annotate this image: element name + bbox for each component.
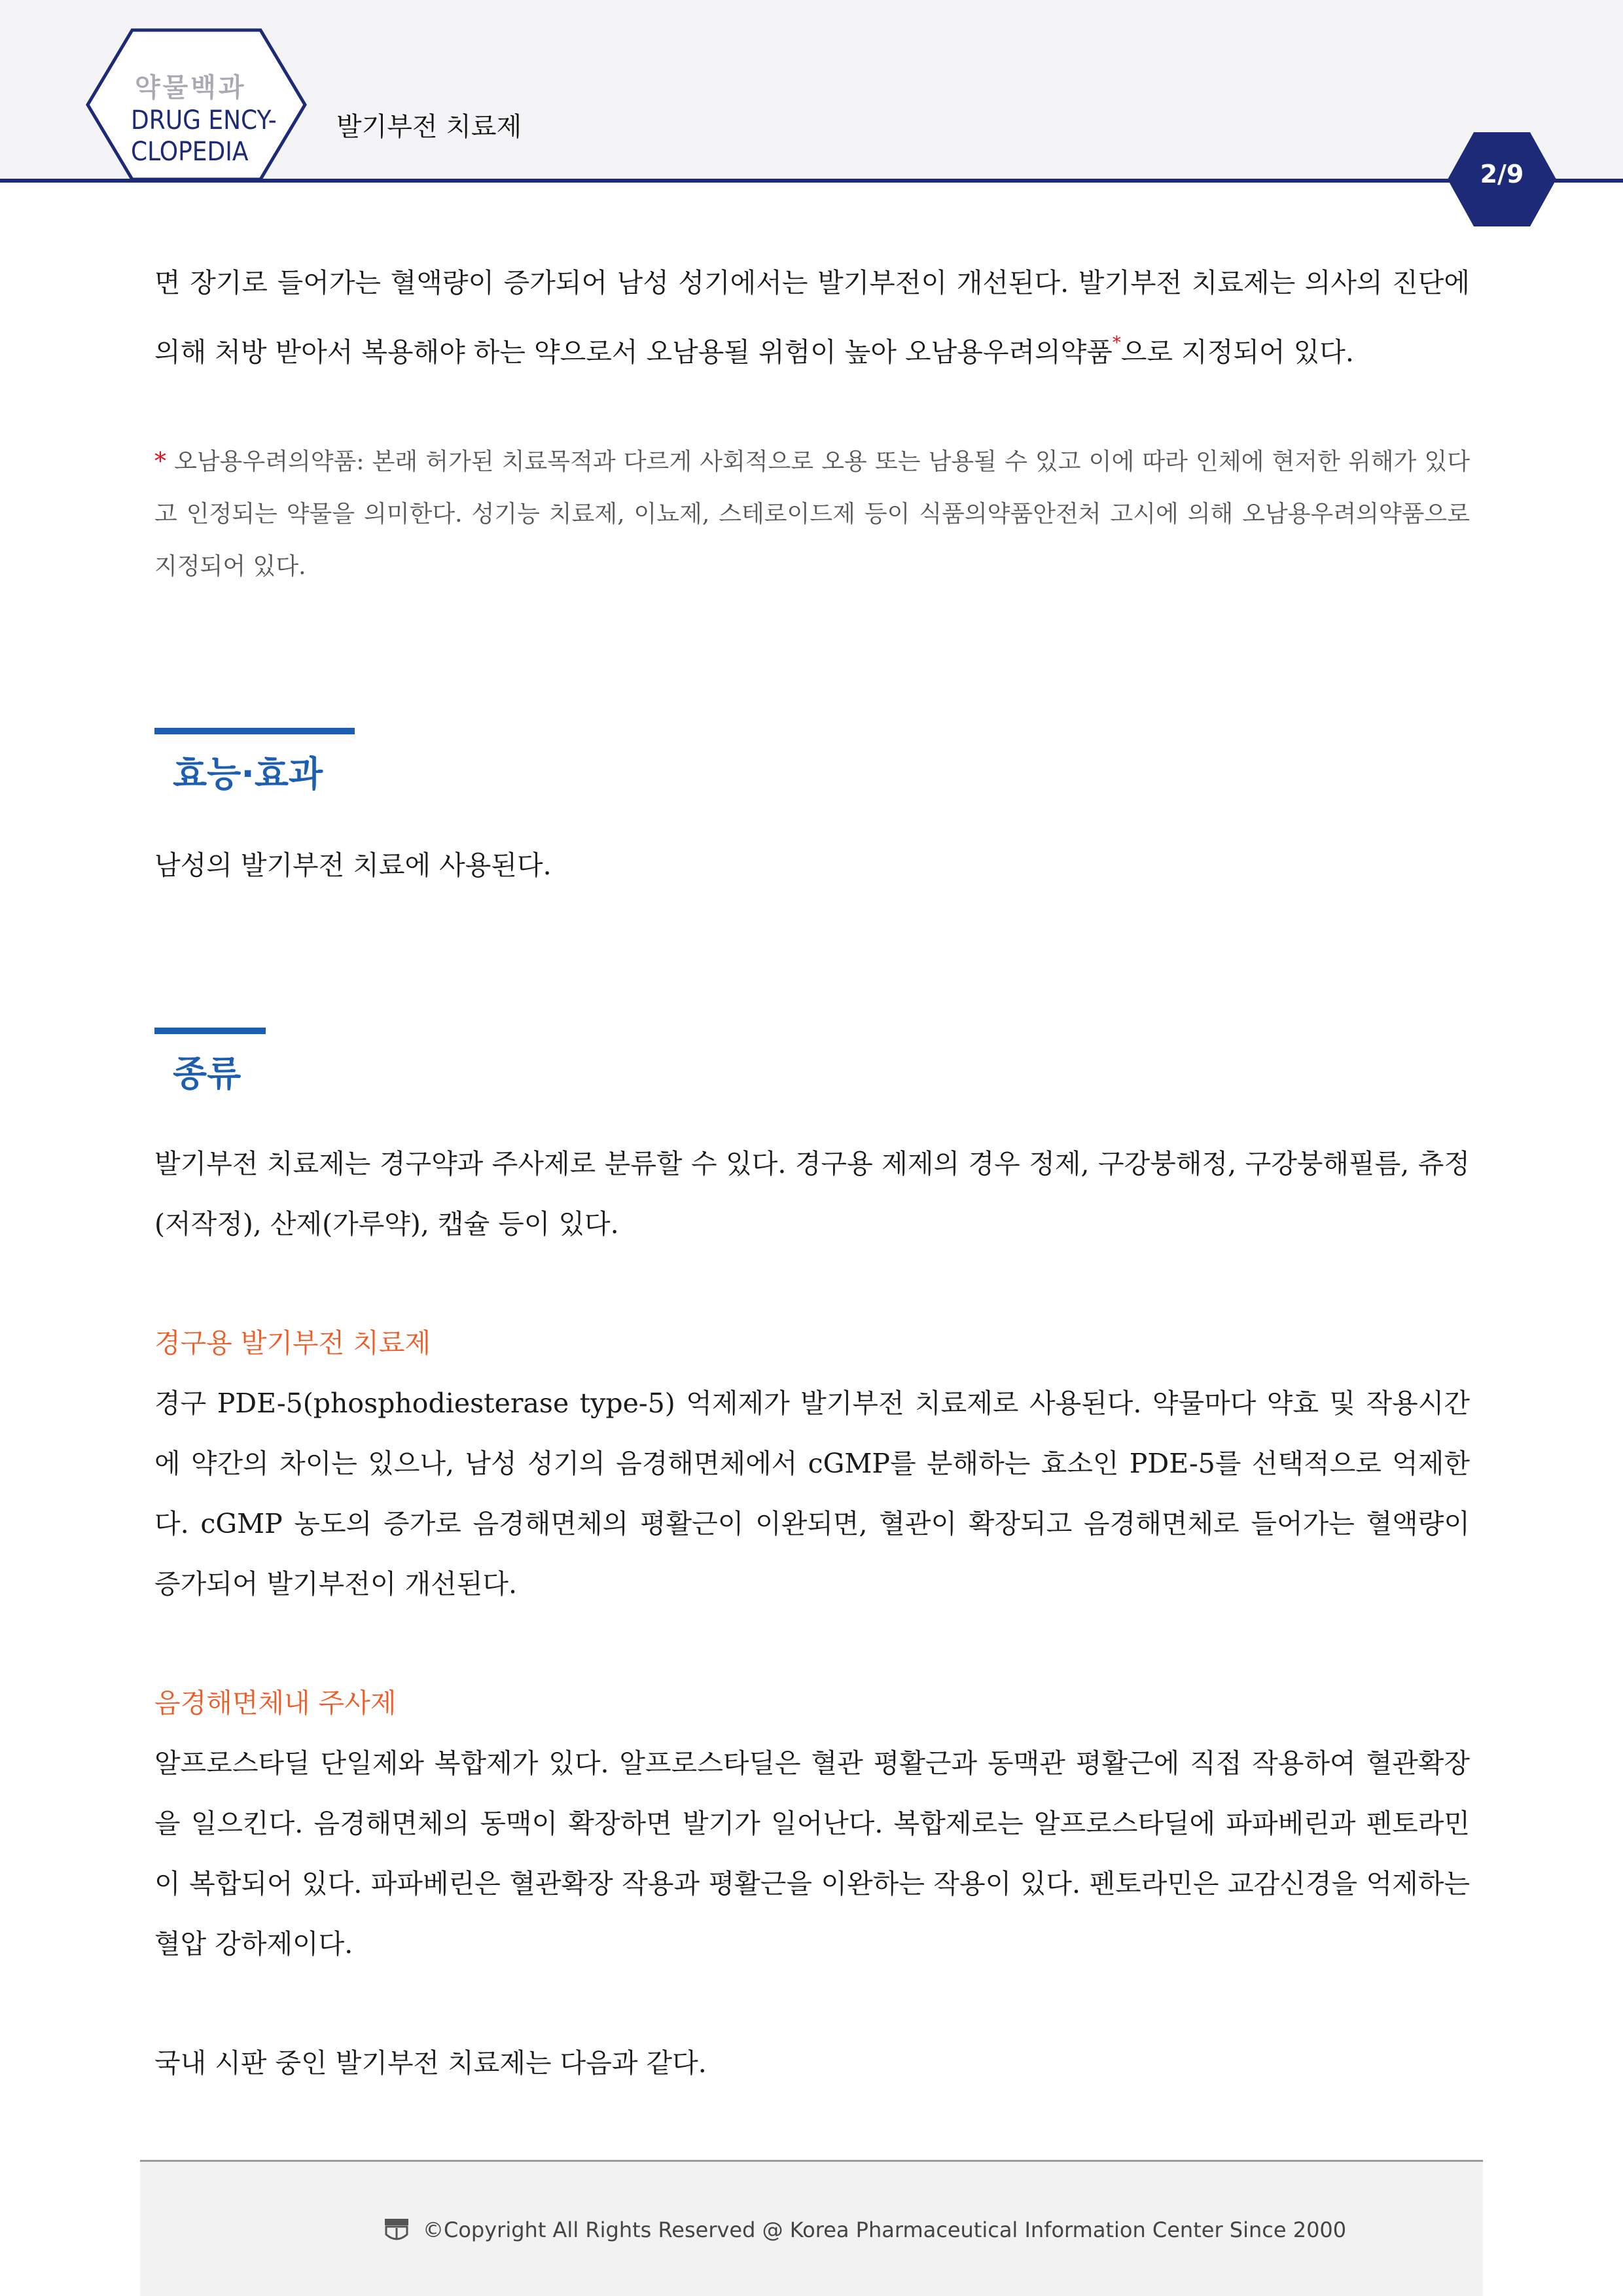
intro-text-before: 면 장기로 들어가는 혈액량이 증가되어 남성 성기에서는 발기부전이 개선된다. 발기부전 치료제는 의사의 진단에 의해 처방 받아서 복용해야 하는 약으로서 오남용될 위험이 높아 오남용우려의약품 — [154, 267, 1470, 368]
intro-section — [154, 253, 1470, 382]
logo-english-line2: CLOPEDIA — [131, 137, 249, 167]
intro-text-after: 으로 지정되어 있다. — [1120, 336, 1354, 368]
types-section — [154, 1134, 1470, 2093]
footnote-section — [154, 436, 1470, 593]
injection-text: 알프로스타딜 단일제와 복합제가 있다. 알프로스타딜은 혈관 평활근과 동맥관 평활근에 직접 작용하여 혈관확장을 일으킨다. 음경해면체의 동맥이 확장하면 발기가 일어난다. 복합제로는 알프로스타딜에 파파베린과 펜토라민이 복합되어 있다. 파파베린은 혈관확장 작용과 평활근을 이완하는 작용이 있다. 펜토라민은 교감신경을 억제하는 혈압 강하제이다. — [154, 1748, 1470, 1960]
footnote-paragraph — [154, 436, 1470, 593]
efficacy-text: 남성의 발기부전 치료에 사용된다. — [154, 850, 552, 881]
copyright-text: ©Copyright All Rights Reserved @ Korea Pharmaceutical Information Center Since 2000 — [423, 2217, 1347, 2242]
kpic-emblem-icon — [382, 2216, 411, 2245]
document-title: 발기부전 치료제 — [336, 112, 522, 142]
footer-divider — [140, 2160, 1483, 2162]
oral-subheading: 경구용 발기부전 치료제 — [154, 1327, 431, 1359]
footnote-text: 오남용우려의약품: 본래 허가된 치료목적과 다르게 사회적으로 오용 또는 남용될 수 있고 이에 따라 인체에 현저한 위해가 있다고 인정되는 약물을 의미한다. 성기능 치료제, 이뇨제, 스테로이드제 등이 식품의약품안전처 고시에 의해 오남용우려의약품으로 지정되어 있다. — [154, 448, 1470, 580]
oral-text: 경구 PDE-5(phosphodiesterase type-5) 억제제가 발기부전 치료제로 사용된다. 약물마다 약효 및 작용시간에 약간의 차이는 있으나, 남성 성기의 음경해면체에서 cGMP를 분해하는 효소인 PDE-5를 선택적으로 억제한다. cGMP 농도의 증가로 음경해면체의 평활근이 이완되면, 혈관이 확장되고 음경해면체로 들어가는 혈액량이 증가되어 발기부전이 개선된다. — [154, 1388, 1470, 1600]
types-intro-text: 발기부전 치료제는 경구약과 주사제로 분류할 수 있다. 경구용 제제의 경우 정제, 구강붕해정, 구강붕해필름, 츄정(저작정), 산제(가루약), 캡슐 등이 있다. — [154, 1148, 1470, 1240]
logo-english-text — [131, 105, 288, 168]
domestic-text: 국내 시판 중인 발기부전 치료제는 다음과 같다. — [154, 2047, 707, 2079]
efficacy-heading-bar — [154, 728, 355, 734]
page-number: 2/9 — [1480, 160, 1524, 188]
footnote-reference-mark: * — [1112, 333, 1121, 353]
efficacy-section — [154, 835, 1470, 895]
types-heading-bar — [154, 1028, 266, 1034]
intro-paragraph — [154, 253, 1470, 382]
logo-korean-text: 약물백과 — [135, 73, 247, 103]
injection-subheading: 음경해면체내 주사제 — [154, 1687, 397, 1719]
footnote-mark: * — [154, 448, 166, 475]
types-heading: 종류 — [173, 1053, 241, 1094]
header-divider — [0, 179, 1623, 183]
efficacy-heading: 효능·효과 — [173, 753, 323, 795]
logo-english-line1: DRUG ENCY- — [131, 105, 277, 135]
